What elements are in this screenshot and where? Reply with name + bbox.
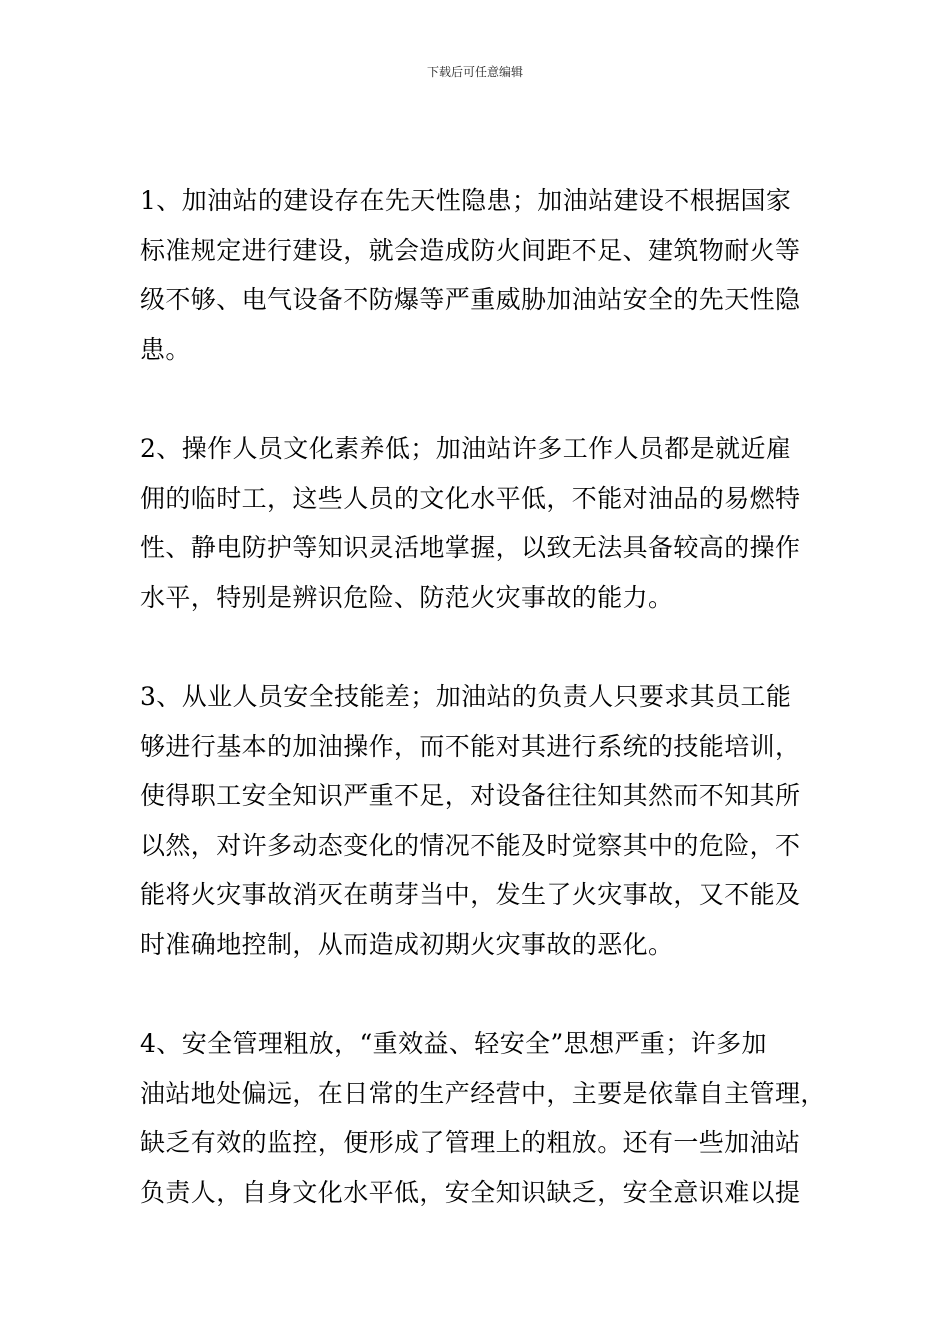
paragraph-3: [140, 672, 826, 969]
paragraph-line: 水平，特别是辨识危险、防范火灾事故的能力。: [140, 582, 674, 612]
paragraph-line: 油站地处偏远，在日常的生产经营中，主要是依靠自主管理，: [140, 1078, 826, 1108]
paragraph-line: 以然，对许多动态变化的情况不能及时觉察其中的危险，不: [140, 830, 801, 860]
paragraph-1: [140, 176, 826, 374]
paragraph-line: 2、操作人员文化素养低；加油站许多工作人员都是就近雇: [140, 434, 792, 463]
paragraph-line: 3、从业人员安全技能差；加油站的负责人只要求其员工能: [140, 682, 792, 711]
paragraph-line: 负责人，自身文化水平低，安全知识缺乏，安全意识难以提: [140, 1177, 801, 1207]
paragraph-line: 性、静电防护等知识灵活地掌握，以致无法具备较高的操作: [140, 533, 801, 562]
paragraph-line: 使得职工安全知识严重不足，对设备往往知其然而不知其所: [140, 781, 801, 810]
paragraph-line: 标准规定进行建设，就会造成防火间距不足、建筑物耐火等: [140, 235, 801, 265]
paragraph-line: 佣的临时工，这些人员的文化水平低，不能对油品的易燃特: [140, 483, 801, 513]
paragraph-line: 够进行基本的加油操作，而不能对其进行系统的技能培训，: [140, 731, 801, 761]
paragraph-line: 患。: [140, 334, 191, 364]
paragraph-line: 4、安全管理粗放，“重效益、轻安全”思想严重；许多加: [140, 1029, 767, 1058]
page-header: 下载后可任意编辑: [426, 65, 523, 79]
paragraph-4: [140, 1019, 826, 1217]
paragraph-line: 时准确地控制，从而造成初期火灾事故的恶化。: [140, 929, 674, 959]
paragraph-line: 级不够、电气设备不防爆等严重威胁加油站安全的先天性隐: [140, 285, 801, 314]
paragraph-line: 缺乏有效的监控，便形成了管理上的粗放。还有一些加油站: [140, 1128, 801, 1157]
paragraph-line: 能将火灾事故消灭在萌芽当中，发生了火灾事故，又不能及: [140, 880, 801, 909]
document-body: [140, 176, 826, 1267]
paragraph-line: 1、加油站的建设存在先天性隐患；加油站建设不根据国家: [140, 186, 792, 215]
paragraph-2: [140, 424, 826, 622]
